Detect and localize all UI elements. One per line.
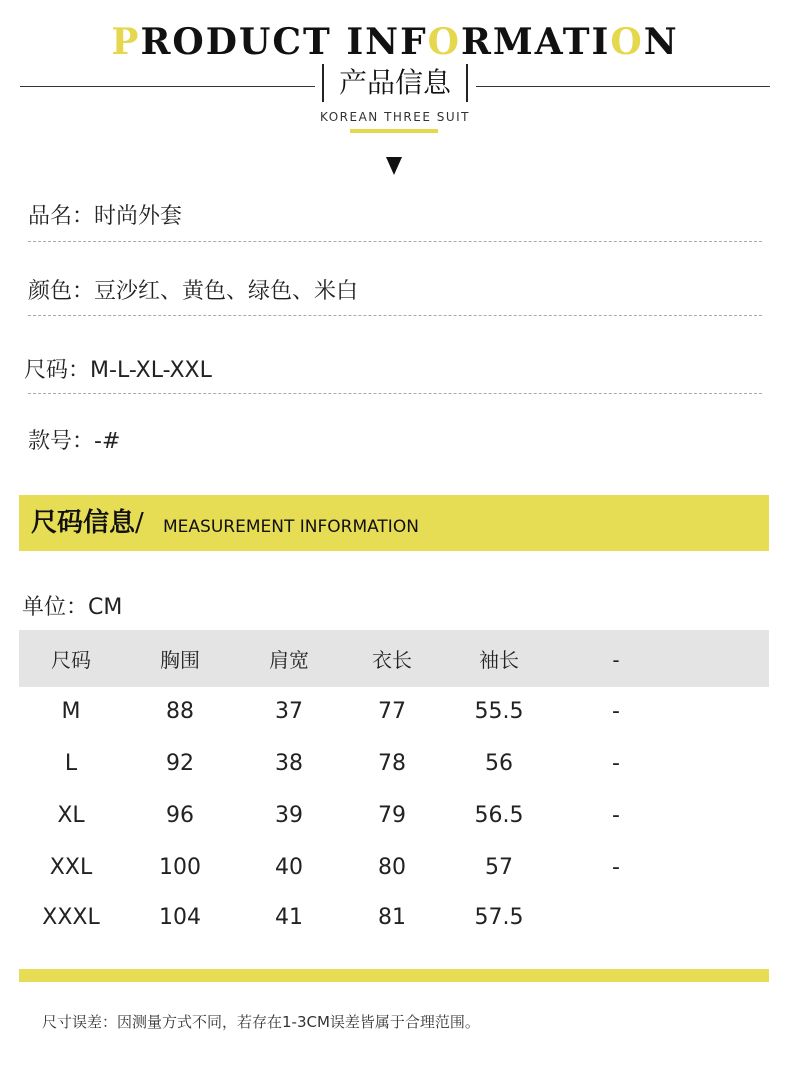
subtitle: KOREAN THREE SUIT [319, 110, 471, 124]
table-cell-chest: 104 [159, 905, 201, 930]
info-label: 颜色 [28, 279, 73, 304]
table-cell-extra: - [612, 803, 620, 828]
table-cell-length: 77 [378, 699, 406, 724]
tolerance-note: 尺寸误差：因测量方式不同，若存在1-3CM误差皆属于合理范围。 [42, 1013, 480, 1031]
table-cell-shoulder: 37 [275, 699, 303, 724]
title-part-2: O [427, 21, 461, 63]
info-row-color [28, 277, 358, 307]
table-header-extra: - [612, 648, 620, 672]
table-cell-chest: 88 [166, 699, 194, 724]
table-cell-chest: 96 [166, 803, 194, 828]
table-header-size: 尺码 [51, 648, 91, 672]
table-header-length: 衣长 [372, 648, 412, 672]
table-header-chest: 胸围 [160, 648, 200, 672]
cn-title: 产品信息 [322, 64, 468, 102]
table-cell-sleeve: 56 [485, 751, 513, 776]
section-title-en: MEASUREMENT INFORMATION [163, 517, 419, 537]
divider [28, 315, 762, 316]
divider [28, 241, 762, 242]
table-header-shoulder: 肩宽 [269, 648, 309, 672]
section-slash: / [135, 508, 144, 538]
down-arrow-icon [386, 157, 402, 175]
table-cell-extra: - [612, 699, 620, 724]
table-cell-size: L [64, 751, 78, 776]
table-header-sleeve: 袖长 [479, 648, 519, 672]
table-cell-length: 78 [378, 751, 406, 776]
divider [28, 393, 762, 394]
title-part-3: RMATI [460, 21, 611, 63]
title-part-1: RODUCT INF [140, 21, 428, 63]
info-value: 时尚外套 [94, 204, 183, 229]
info-value: M-L-XL-XXL [90, 358, 212, 383]
table-cell-extra [566, 903, 666, 933]
info-sep: ： [72, 204, 95, 229]
table-cell-sleeve: 57 [485, 855, 513, 880]
accent-underline [350, 129, 438, 133]
table-cell-shoulder: 40 [275, 855, 303, 880]
table-cell-length: 80 [378, 855, 406, 880]
info-label: 品名 [28, 204, 73, 229]
title-part-0: P [111, 21, 141, 63]
unit-label: 单位：CM [22, 595, 123, 620]
table-cell-sleeve: 57.5 [474, 905, 524, 930]
table-cell-sleeve: 55.5 [474, 699, 524, 724]
table-cell-size: XXXL [42, 905, 100, 930]
table-cell-extra: - [612, 751, 620, 776]
info-sep: ： [68, 358, 91, 383]
table-cell-length: 79 [378, 803, 406, 828]
table-cell-size: XXL [49, 855, 93, 880]
table-cell-chest: 92 [166, 751, 194, 776]
table-cell-sleeve: 56.5 [474, 803, 524, 828]
table-cell-shoulder: 39 [275, 803, 303, 828]
info-row-style-no [28, 427, 120, 457]
table-cell-size: M [61, 699, 81, 724]
info-sep: ： [72, 279, 95, 304]
section-title-cn-text: 尺码信息 [31, 508, 136, 538]
section-title-cn [31, 505, 144, 541]
info-sep: ： [72, 429, 95, 454]
table-cell-size: XL [57, 803, 85, 828]
info-row-size [24, 356, 212, 386]
table-cell-length: 81 [378, 905, 406, 930]
header-rule-right [476, 86, 770, 87]
table-cell-chest: 100 [159, 855, 201, 880]
info-value: -# [94, 429, 121, 454]
table-cell-extra: - [612, 855, 620, 880]
info-label: 尺码 [24, 358, 69, 383]
table-cell-shoulder: 38 [275, 751, 303, 776]
table-cell-shoulder: 41 [275, 905, 303, 930]
page-title [0, 18, 790, 66]
title-part-5: N [643, 21, 679, 63]
bottom-accent-bar [19, 969, 769, 982]
header-rule-left [20, 86, 315, 87]
title-part-4: O [610, 21, 644, 63]
info-value: 豆沙红、黄色、绿色、米白 [94, 279, 359, 304]
info-row-name [28, 202, 182, 232]
info-label: 款号 [28, 429, 73, 454]
